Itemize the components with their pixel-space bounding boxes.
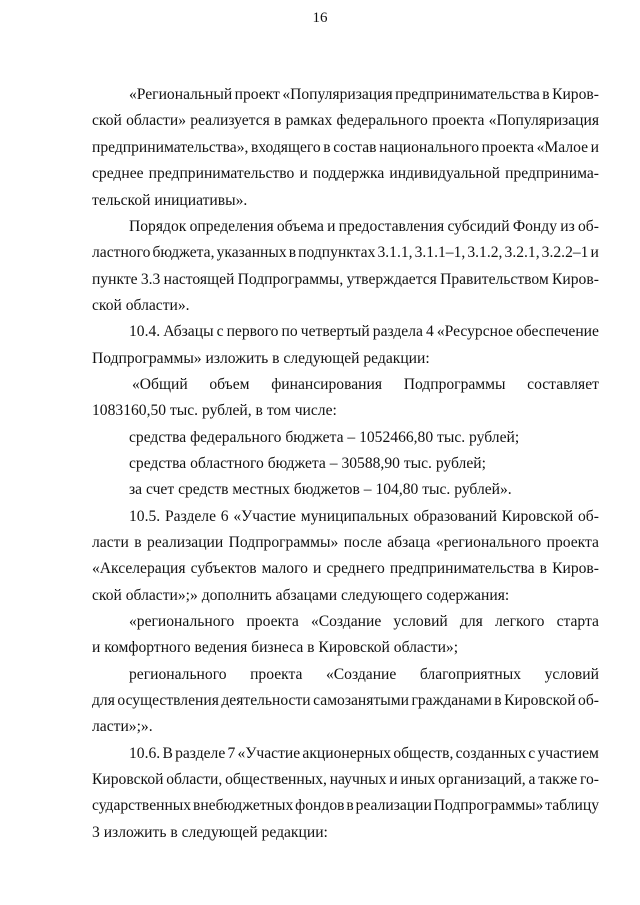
word: для [459, 613, 483, 630]
word: го- [579, 771, 599, 788]
word: ласти [92, 534, 129, 551]
text-line [129, 504, 599, 530]
text-line [92, 108, 599, 134]
word: организаций, [438, 771, 526, 788]
word: и [312, 560, 322, 577]
word: в [539, 560, 548, 577]
word: проекта [246, 613, 299, 630]
word: научных [329, 771, 387, 788]
word: Правительством [440, 271, 549, 288]
word: об- [577, 218, 599, 235]
word: 3.3 [140, 271, 161, 288]
word: малого [261, 560, 308, 577]
text-line [129, 741, 599, 767]
word: Кировской [501, 508, 574, 525]
word: Киров- [552, 271, 599, 288]
word: В [162, 745, 173, 762]
word: из [560, 218, 575, 235]
word: указанных [216, 244, 287, 261]
page-number: 16 [312, 10, 328, 26]
word: настоящей [163, 271, 235, 288]
word: об- [578, 692, 599, 709]
word: общественных, [225, 771, 327, 788]
word: предоставления [338, 218, 445, 235]
word: с [216, 323, 224, 340]
text-line [92, 240, 599, 266]
word: Разделе [164, 508, 216, 525]
word: акционерных [302, 745, 392, 762]
word: первого [226, 323, 279, 340]
word: 3.2.1, [504, 244, 540, 261]
word: 3.1.1, [377, 244, 413, 261]
word: объема [276, 218, 324, 235]
word: 10.6. [129, 745, 161, 762]
word: сударственных [92, 797, 192, 814]
word: таблицу [545, 797, 599, 814]
text-line [92, 530, 599, 556]
word: 10.5. [129, 508, 161, 525]
word: «Ресурсное [436, 323, 513, 340]
word: проекта [481, 139, 535, 156]
word: реализации [355, 797, 432, 814]
text-line-spaced [129, 609, 599, 635]
word: проекта [432, 112, 485, 129]
word: в [134, 534, 142, 551]
word: «Малое [536, 139, 589, 156]
word: после [343, 534, 382, 551]
word: 6 [220, 508, 229, 525]
word: и [590, 139, 599, 156]
word: образований [413, 508, 497, 525]
word: состав [333, 139, 377, 156]
word: 3.1.2, [467, 244, 503, 261]
word: предпринима- [505, 165, 599, 182]
word: «Создание [310, 613, 382, 630]
text-line [92, 688, 599, 714]
word: и [327, 218, 336, 235]
word: «Популяризация [488, 112, 599, 129]
word: рамках [285, 112, 333, 129]
text-line [129, 214, 599, 240]
word: «регионального [129, 613, 235, 630]
word: об- [577, 508, 599, 525]
word: утверждается [346, 271, 437, 288]
text-line [129, 319, 599, 345]
word: объем [209, 376, 250, 393]
word: муниципальных [300, 508, 409, 525]
text-line: ской области». [92, 297, 190, 314]
word: условий [544, 666, 599, 683]
word: субсидий [447, 218, 510, 235]
word: в [323, 139, 331, 156]
word: Кировской [504, 692, 576, 709]
word: Кировской [92, 771, 164, 788]
word: с [528, 745, 536, 762]
word: «Акселерация [92, 560, 186, 577]
word: также [538, 771, 578, 788]
word: финансирования [271, 376, 383, 393]
word: Фонду [512, 218, 558, 235]
word: иных [400, 771, 436, 788]
word: проекта [250, 666, 303, 683]
word: и [389, 771, 398, 788]
text-line: Подпрограммы» изложить в следующей редакции: [92, 350, 430, 367]
word: области, [166, 771, 223, 788]
word: в [346, 797, 354, 814]
text-line: 3 изложить в следующей редакции: [92, 824, 328, 841]
word: 4 [425, 323, 434, 340]
word: в [288, 244, 297, 261]
word: бюджета, [152, 244, 215, 261]
word: определения [189, 218, 274, 235]
word: четвертый [300, 323, 370, 340]
word: «Общий [132, 376, 188, 393]
word: «Участие [233, 508, 296, 525]
word: регионального [129, 666, 227, 683]
word: обществ, [393, 745, 454, 762]
text-line-spaced [129, 662, 599, 688]
word: реализации [147, 534, 224, 551]
word: области» [126, 112, 187, 129]
text-line: 1083160,50 тыс. рублей, в том числе: [92, 402, 337, 419]
word: ской [92, 112, 122, 129]
text-line: тельской инициативы». [92, 192, 248, 209]
word: Киров- [552, 86, 599, 103]
word: 3.2.2–1 [541, 244, 589, 261]
word: «Участие [237, 745, 301, 762]
word: «Региональный [129, 86, 233, 103]
word: среднее [92, 165, 144, 182]
word: среднего [326, 560, 385, 577]
word: и [299, 165, 308, 182]
word: предпринимательства», [92, 139, 249, 156]
word: разделе [175, 745, 226, 762]
word: деятельности [221, 692, 311, 709]
word: Подпрограммы, [237, 271, 344, 288]
word: созданных [455, 745, 527, 762]
word: проект [234, 86, 280, 103]
word: поддержка [312, 165, 385, 182]
text-line: ской области»;» дополнить абзацами следующего содержания: [92, 587, 510, 604]
word: самозанятыми [313, 692, 409, 709]
word: «регионального [435, 534, 542, 551]
word: в [542, 86, 550, 103]
word: субъектов [190, 560, 257, 577]
word: предпринимательства [395, 86, 540, 103]
word: в [494, 692, 502, 709]
text-line-spaced [132, 372, 599, 398]
text-line [92, 767, 599, 793]
word: национального [379, 139, 480, 156]
word: 3.1.1–1, [414, 244, 466, 261]
word: ластного [92, 244, 151, 261]
word: подпунктах [298, 244, 376, 261]
word: «Создание [325, 666, 397, 683]
word: 10.4. [129, 323, 161, 340]
word: реализуется [190, 112, 270, 129]
text-line [92, 161, 599, 187]
text-line [92, 135, 599, 161]
word: участием [537, 745, 599, 762]
word: по [281, 323, 298, 340]
word: Подпрограммы» [433, 797, 544, 814]
word: федерального [336, 112, 428, 129]
word: для [92, 692, 115, 709]
word: Абзацы [163, 323, 214, 340]
word: и [590, 244, 599, 261]
word: «Популяризация [282, 86, 393, 103]
word: а [528, 771, 536, 788]
text-line [129, 82, 599, 108]
word: Киров- [552, 560, 599, 577]
word: Подпрограммы» [228, 534, 339, 551]
text-line: средства федерального бюджета – 1052466,80 тыс. рублей; [129, 429, 520, 446]
word: индивидуальной [389, 165, 501, 182]
word: условий [393, 613, 448, 630]
text-line [92, 556, 599, 582]
word: входящего [250, 139, 321, 156]
word: пункте [92, 271, 138, 288]
text-line: ласти»;». [92, 718, 153, 735]
word: фондов [295, 797, 345, 814]
word: благоприятных [419, 666, 522, 683]
text-line [92, 793, 599, 819]
word: гражданами [411, 692, 492, 709]
word: Подпрограммы [403, 376, 506, 393]
word: предпринимательства [389, 560, 535, 577]
word: составляет [527, 376, 599, 393]
word: Порядок [129, 218, 187, 235]
text-line: средства областного бюджета – 30588,90 тыс. рублей; [129, 455, 486, 472]
word: абзаца [387, 534, 431, 551]
text-line: за счет средств местных бюджетов – 104,80 тыс. рублей». [129, 481, 512, 498]
word: проекта [546, 534, 599, 551]
word: осуществления [117, 692, 219, 709]
word: старта [556, 613, 599, 630]
word: легкого [494, 613, 545, 630]
word: обеспечение [515, 323, 599, 340]
word: в [274, 112, 282, 129]
word: раздела [372, 323, 423, 340]
word: предпринимательство [148, 165, 295, 182]
text-line [92, 267, 599, 293]
text-line: и комфортного ведения бизнеса в Кировской области»; [92, 639, 459, 656]
word: внебюджетных [192, 797, 294, 814]
word: 7 [227, 745, 236, 762]
